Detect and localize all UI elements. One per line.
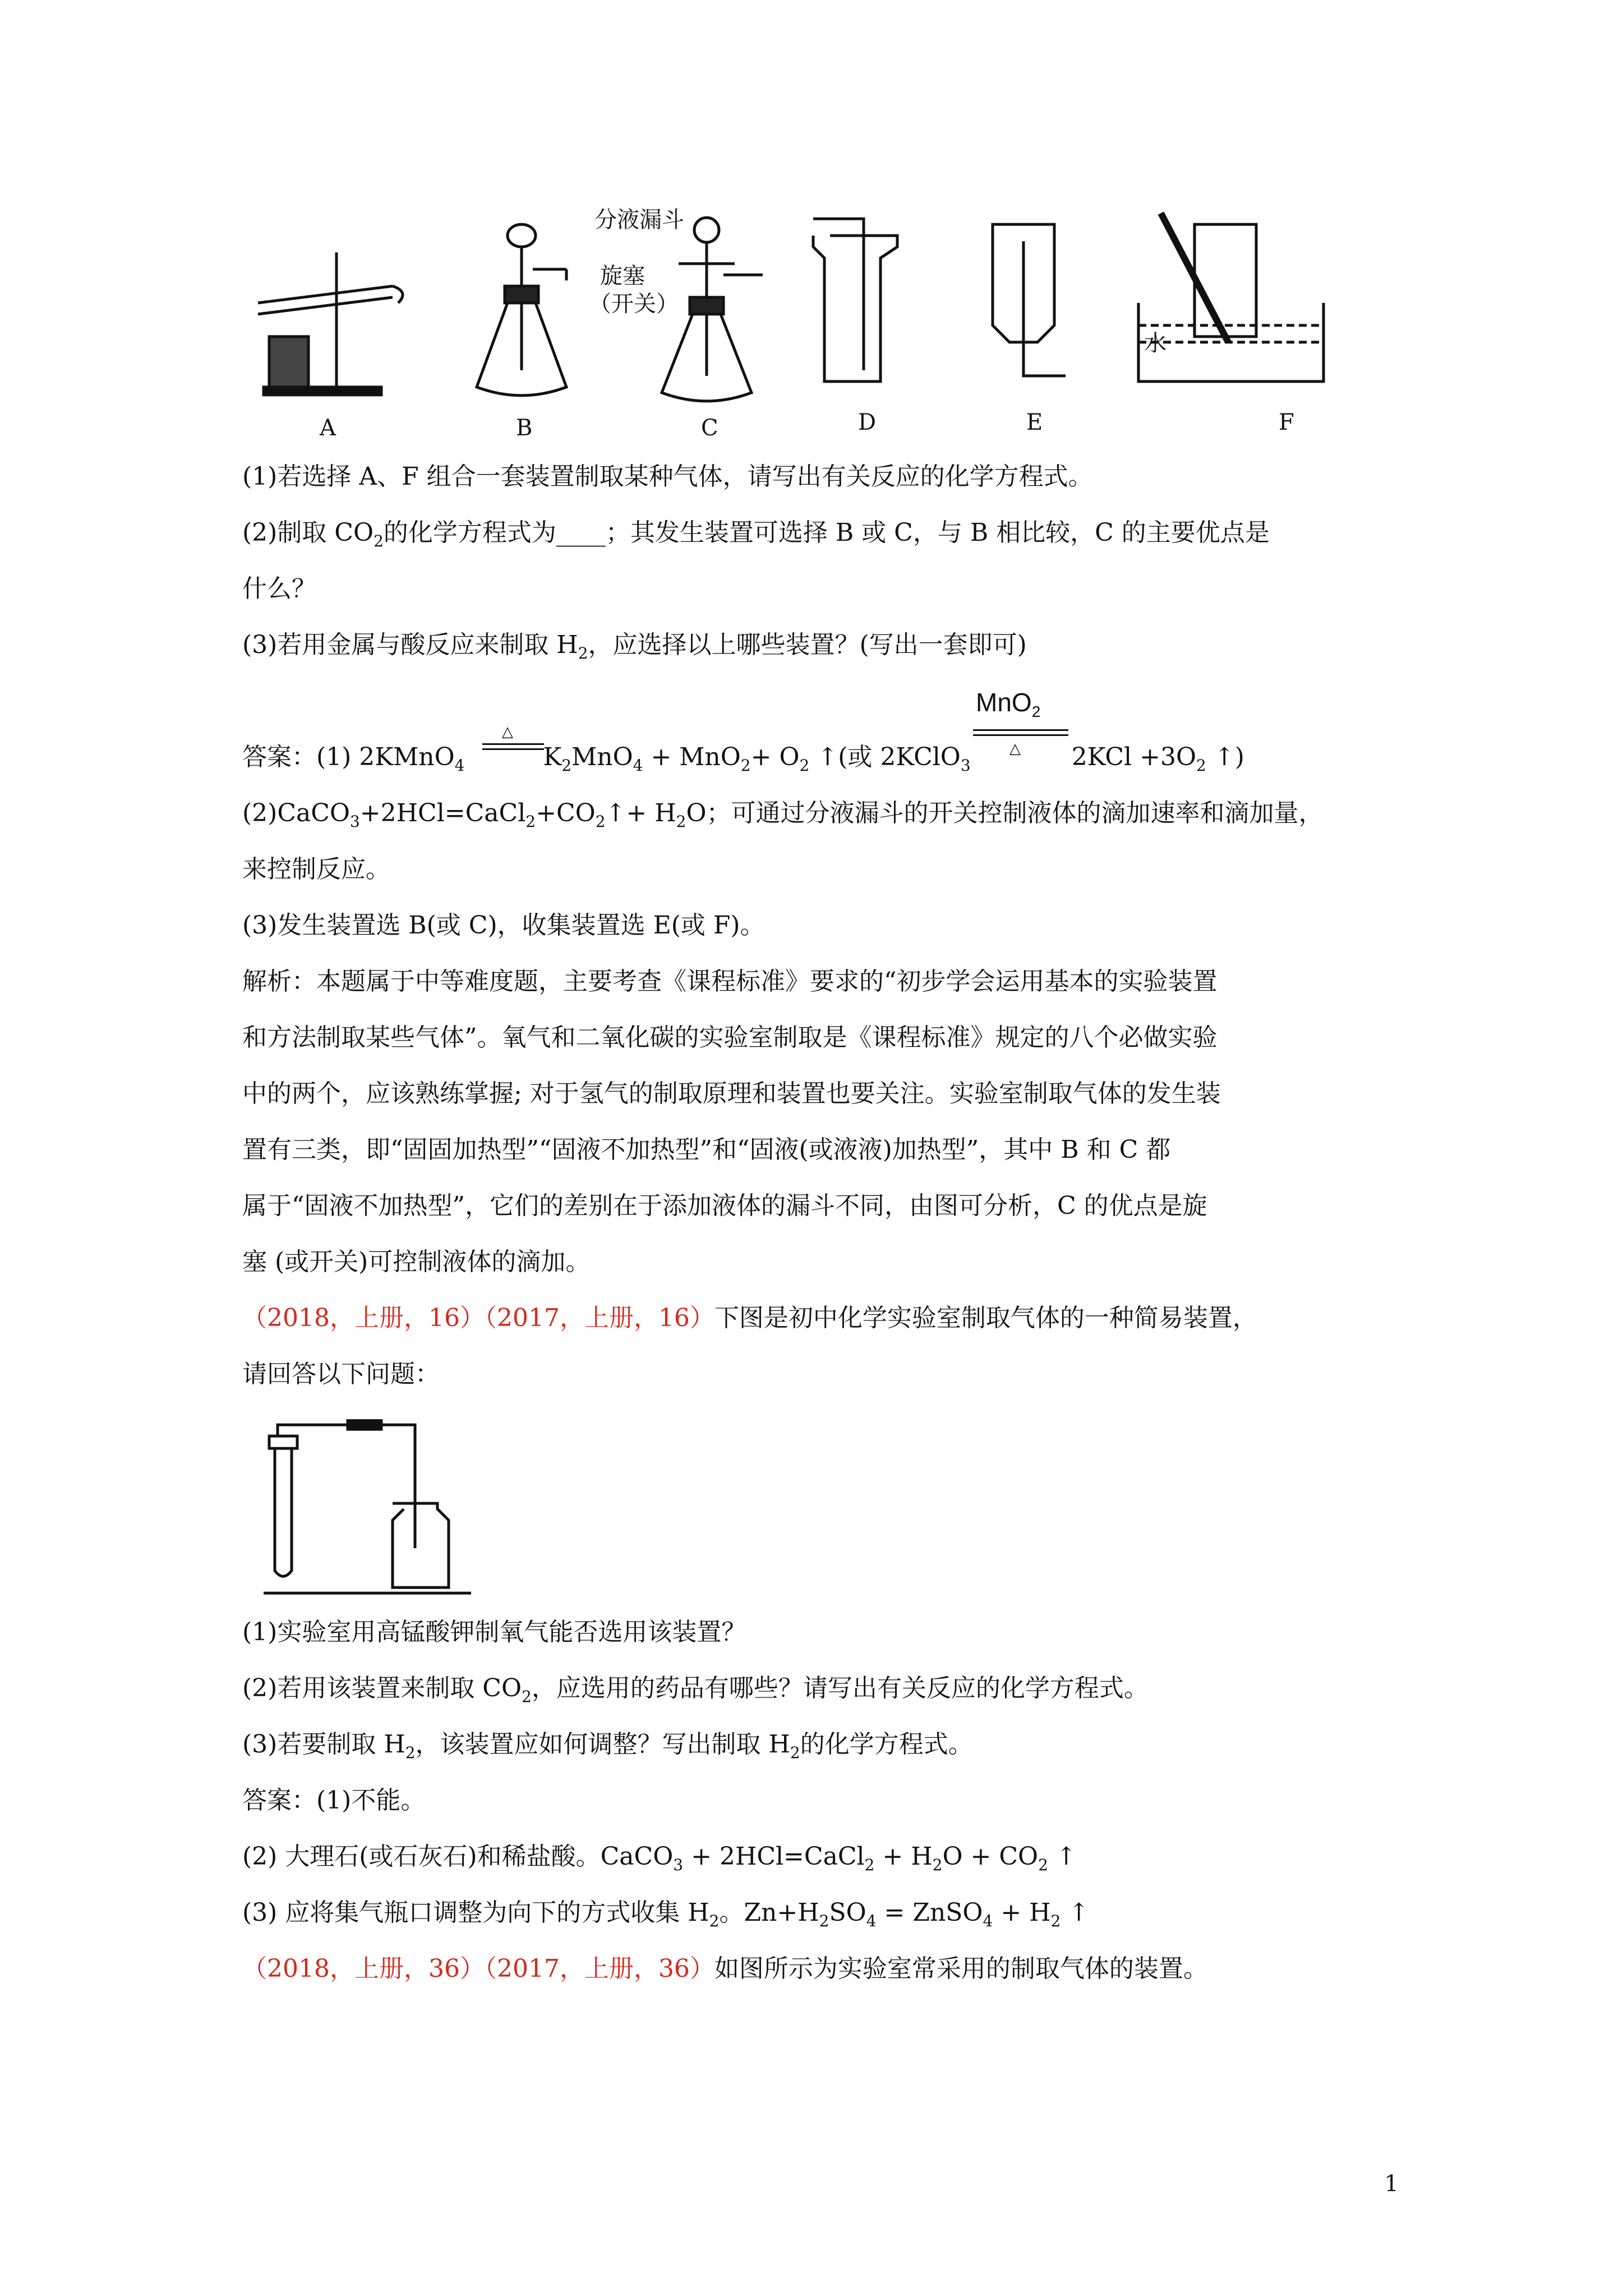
q2-heading: （2018，上册，16）（2017，上册，16）下图是初中化学实验室制取气体的一种简易装置， [242, 1304, 1257, 1332]
q1-line1: (1)若选择 A、F 组合一套装置制取某种气体，请写出有关反应的化学方程式。 [242, 462, 1093, 491]
heat-symbol-1: △ [502, 724, 513, 740]
reaction-double-line [973, 729, 1068, 736]
q2-line3: (3)若要制取 $H_2$，该装置应如何调整？写出制取 $H_2$的化学方程式。 [242, 1730, 973, 1762]
answer2-line1: $(2)CaCO_3+2HCl=CaCl_2+CO_2↑+ H_2O$；可通过分液漏斗的开关控制液体的滴加速率和滴加量， [242, 799, 1324, 831]
label-separatory-funnel: 分液漏斗 [594, 207, 684, 233]
apparatus-d [813, 219, 897, 381]
apparatus-figure-2 [264, 1419, 488, 1599]
apparatus-b [477, 224, 566, 395]
explanation-line3: 中的两个，应该熟练掌握; 对于氢气的制取原理和装置也要关注。实验室制取气体的发生装 [242, 1079, 1221, 1108]
answer2-line2: 来控制反应。 [242, 855, 390, 884]
label-e: E [1026, 409, 1043, 435]
q2-line1: (1)实验室用高锰酸钾制氧气能否选用该装置？ [242, 1618, 746, 1646]
q3-heading: （2018，上册，36）（2017，上册，36）如图所示为实验室常采用的制取气体的装置。 [242, 1954, 1208, 1983]
label-switch: （开关） [589, 291, 679, 317]
apparatus-figure-1 [241, 202, 1419, 441]
q1-line2: (2)制取 $CO_2$的化学方程式为____；其发生装置可选择 B 或 C，与 B 相比较，C 的主要优点是 [242, 518, 1270, 550]
q2-line2: (2)若用该装置来制取 $CO_2$，应选用的药品有哪些？请写出有关反应的化学方程式。 [242, 1674, 1149, 1706]
apparatus-a [258, 252, 403, 395]
heat-symbol-2: △ [1009, 740, 1021, 757]
apparatus-e [993, 224, 1066, 376]
explanation-line1: 解析：本题属于中等难度题，主要考查《课程标准》要求的“初步学会运用基本的实验装置 [242, 967, 1218, 996]
label-b: B [516, 415, 533, 441]
label-d: D [858, 409, 877, 435]
q2-answer2: (2) 大理石(或石灰石)和稀盐酸。CaCO$_3$ + 2HCl=CaCl$_2$ + $H_2O + CO_2$ ↑ [242, 1842, 1077, 1874]
label-c: C [701, 415, 718, 441]
explanation-line2: 和方法制取某些气体”。氧气和二氧化碳的实验室制取是《课程标准》规定的八个必做实验 [242, 1023, 1218, 1052]
q2-reference: （2018，上册，16）（2017，上册，16） [242, 1304, 714, 1332]
catalyst-label: MnO$_2$ [976, 688, 1041, 720]
answer1-line: 答案：(1) 2KMnO$_4$ $K_2MnO_4 + MnO_2+ O_2$ ↑(或 2KClO$_3$ $2KCl +3O_2$ ↑) [242, 743, 1244, 775]
page-number: 1 [1384, 2171, 1399, 2197]
q2-heading2: 请回答以下问题： [242, 1360, 440, 1388]
explanation-line5: 属于“固液不加热型”，它们的差别在于添加液体的漏斗不同，由图可分析，C 的优点是旋 [242, 1191, 1207, 1220]
label-a: A [320, 415, 336, 441]
q2-answer1: 答案：(1)不能。 [242, 1786, 426, 1815]
q1-line3: 什么？ [242, 574, 316, 603]
q3-reference: （2018，上册，36）（2017，上册，36） [242, 1954, 714, 1983]
q2-answer3: (3) 应将集气瓶口调整为向下的方式收集 $H_2$。$Zn+H_2SO_4$ = ZnSO$_4$ + $H_2$ ↑ [242, 1898, 1090, 1930]
label-f: F [1279, 409, 1294, 435]
label-valve: 旋塞 [600, 263, 645, 289]
q1-line4: (3)若用金属与酸反应来制取 $H_2$，应选择以上哪些装置？(写出一套即可) [242, 631, 1027, 662]
explanation-line6: 塞 (或开关)可控制液体的滴加。 [242, 1248, 591, 1276]
answer3-line: (3)发生装置选 B(或 C)，收集装置选 E(或 F)。 [242, 911, 765, 940]
label-water: 水 [1144, 330, 1166, 356]
explanation-line4: 置有三类，即“固固加热型”“固液不加热型”和“固液(或液液)加热型”，其中 B 和 C 都 [242, 1135, 1171, 1164]
